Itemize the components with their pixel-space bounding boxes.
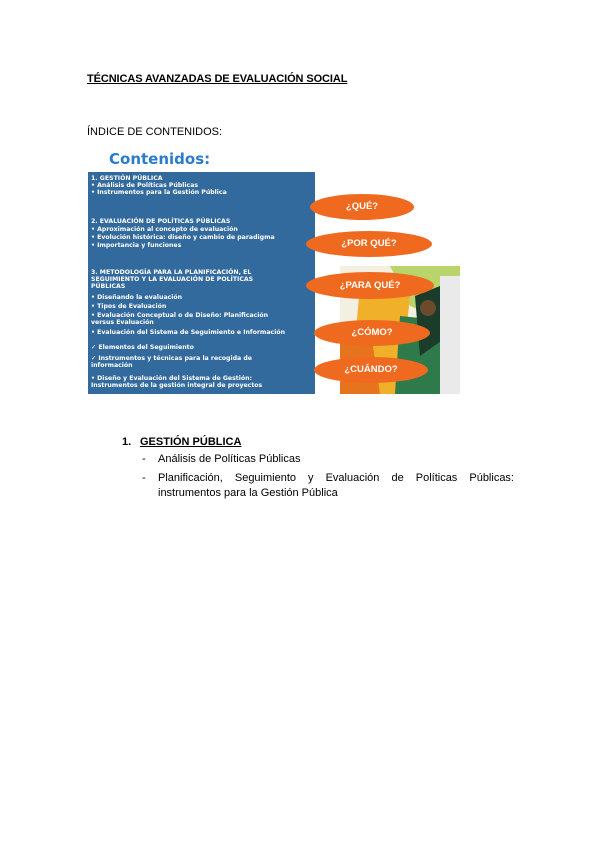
panel-line: ✓ Elementos del Seguimiento — [91, 344, 194, 351]
panel-line: • Diseñando la evaluación — [91, 294, 183, 301]
section-heading — [122, 436, 241, 448]
panel-line: versus Evaluación — [91, 319, 154, 326]
list-item — [142, 452, 512, 467]
list-dash: - — [142, 472, 146, 484]
panel-line: • Instrumentos para la Gestión Pública — [91, 189, 227, 196]
list-item — [142, 471, 514, 503]
panel-line: • Evolución histórica: diseño y cambio de paradigma — [91, 234, 275, 241]
section-number: 1. — [122, 436, 132, 448]
panel-line: Instrumentos de la gestión integral de proyectos — [91, 382, 263, 389]
panel-line: • Aproximación al concepto de evaluación — [91, 226, 238, 233]
section-title: GESTIÓN PÚBLICA — [140, 436, 242, 448]
bubble-que: ¿QUÉ? — [310, 194, 414, 220]
document-title: TÉCNICAS AVANZADAS DE EVALUACIÓN SOCIAL — [87, 73, 348, 85]
panel-line: • Evaluación Conceptual o de Diseño: Planificación — [91, 312, 268, 319]
contents-panel — [88, 172, 315, 394]
panel-line: 1. GESTIÓN PÚBLICA — [91, 175, 163, 182]
panel-line: • Evaluación del Sistema de Seguimiento e Información — [91, 329, 285, 336]
contents-figure — [88, 148, 460, 396]
panel-line: PÚBLICAS — [91, 283, 126, 290]
list-item-text: Planificación, Seguimiento y Evaluación de Políticas Públicas: instrumentos para la Gestión Pública — [158, 472, 514, 499]
panel-line: • Tipos de Evaluación — [91, 303, 167, 310]
bubble-cuando: ¿CUÁNDO? — [314, 357, 428, 383]
panel-line: • Importancia y funciones — [91, 242, 182, 249]
panel-line: información — [91, 362, 133, 369]
list-dash: - — [142, 453, 146, 465]
panel-line: • Diseño y Evaluación del Sistema de Gestión: — [91, 375, 253, 382]
bubble-por-que: ¿POR QUÉ? — [306, 231, 432, 257]
panel-line: 2. EVALUACIÓN DE POLÍTICAS PÚBLICAS — [91, 218, 231, 225]
panel-line: • Análisis de Políticas Públicas — [91, 182, 199, 189]
bubble-como: ¿CÓMO? — [314, 320, 430, 346]
index-label: ÍNDICE DE CONTENIDOS: — [87, 126, 223, 138]
bubble-para-que: ¿PARA QUÉ? — [306, 272, 434, 299]
panel-line: SEGUIMIENTO Y LA EVALUACIÓN DE POLÍTICAS — [91, 276, 254, 283]
panel-line: 3. METODOLOGÍA PARA LA PLANIFICACIÓN, EL — [91, 269, 252, 276]
panel-line: ✓ Instrumentos y técnicas para la recogida de — [91, 355, 252, 362]
list-item-text: Análisis de Políticas Públicas — [158, 453, 301, 465]
contents-heading: Contenidos: — [109, 150, 211, 168]
